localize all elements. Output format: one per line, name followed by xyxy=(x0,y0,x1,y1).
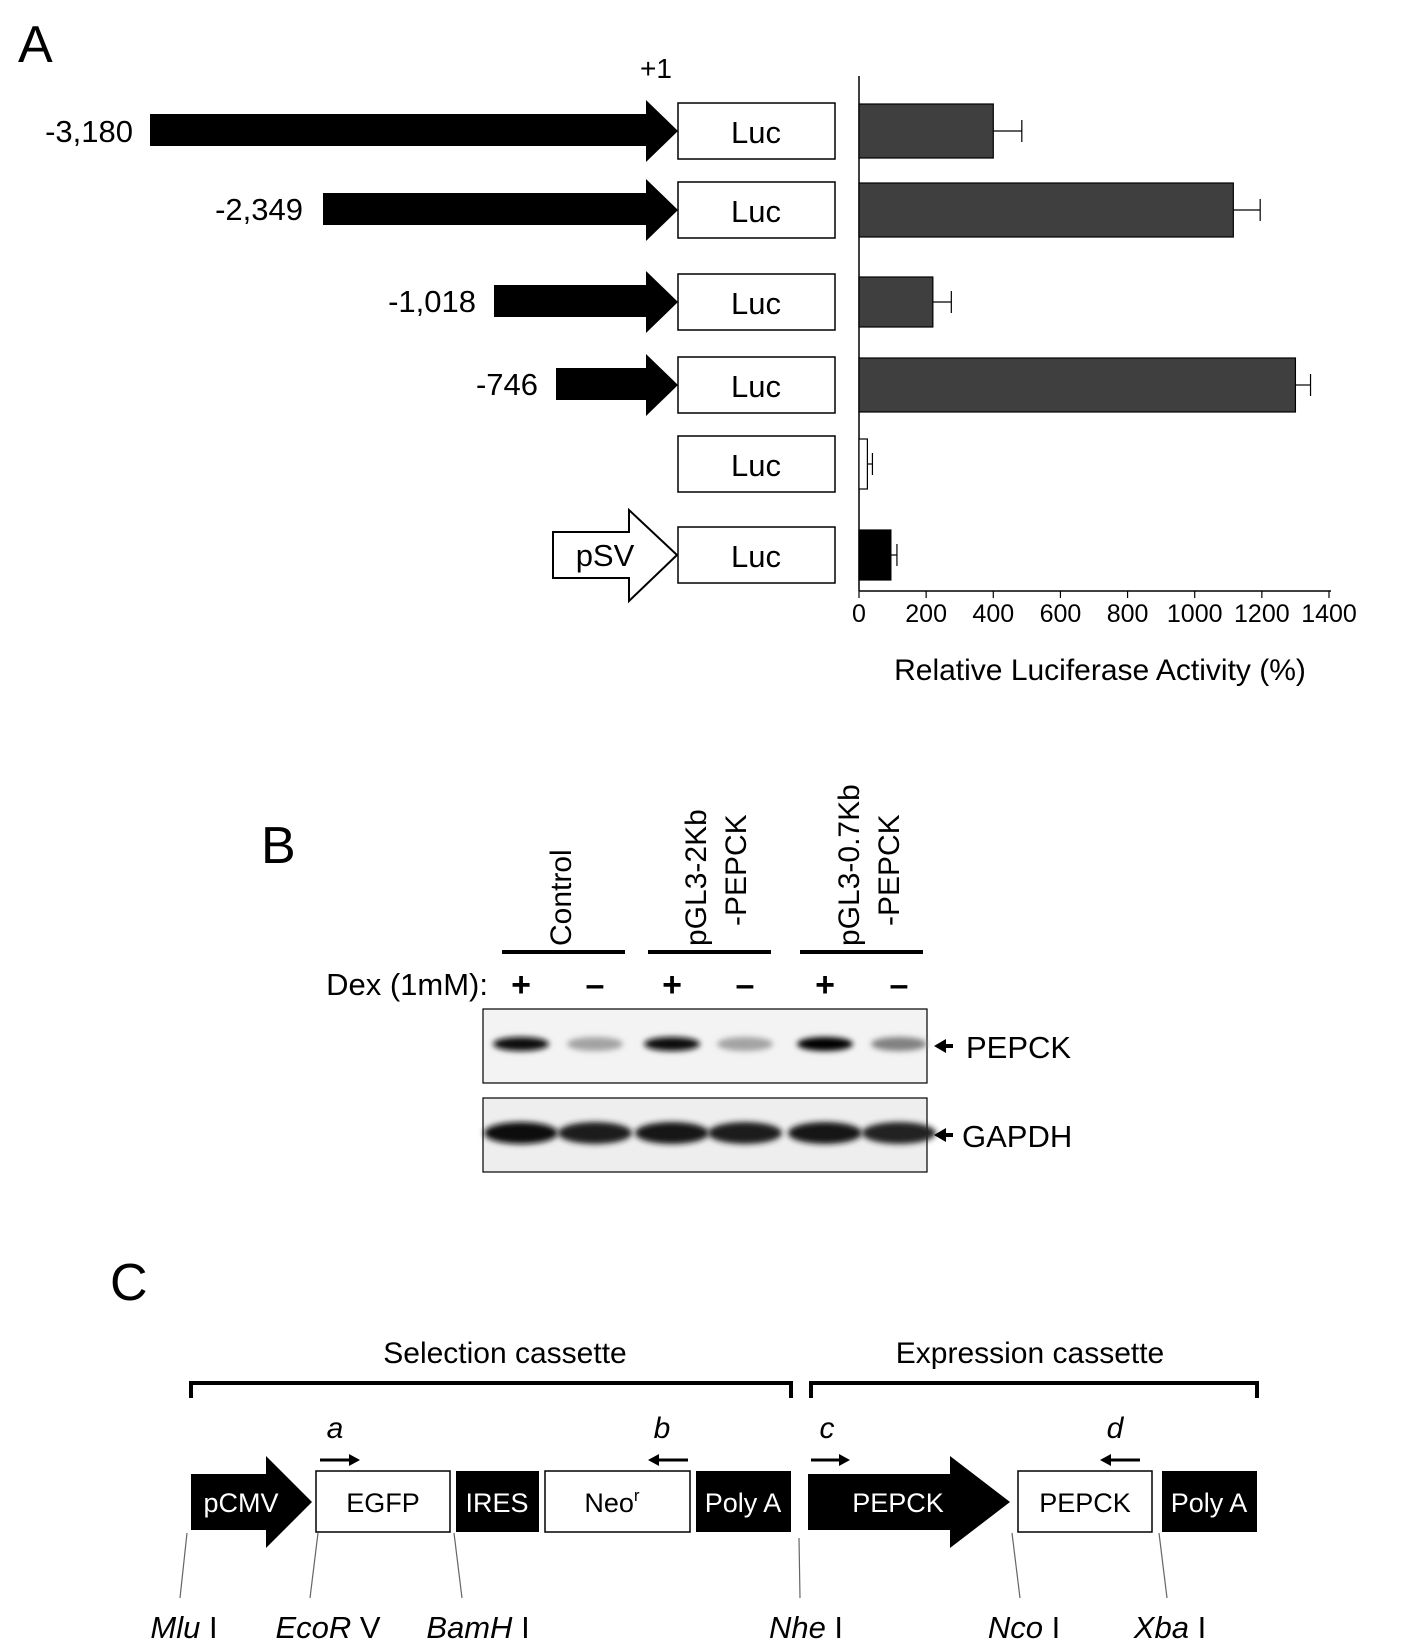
site-xba-i xyxy=(1133,1610,1206,1644)
site-roman: I xyxy=(825,1610,844,1644)
luc-label: Luc xyxy=(731,539,781,574)
site-italic: Nhe xyxy=(768,1610,826,1644)
luciferase-bar xyxy=(859,104,993,158)
luc-label: Luc xyxy=(731,286,781,321)
site-roman: I xyxy=(512,1610,530,1644)
x-tick-label: 1400 xyxy=(1301,600,1357,628)
blot-band xyxy=(644,1037,700,1051)
promoter-arrow xyxy=(556,354,678,416)
luc-label: Luc xyxy=(731,369,781,404)
site-bamh-i xyxy=(426,1610,529,1644)
dex-sign: + xyxy=(662,966,682,1004)
error-bar xyxy=(867,453,872,475)
x-tick-label: 1000 xyxy=(1166,600,1223,628)
construct-row xyxy=(215,179,835,241)
panel-c xyxy=(110,1254,1257,1644)
primer-b-label: b xyxy=(653,1412,671,1445)
group-label-07kb-line2: -PEPCK xyxy=(873,814,906,926)
bars-layer xyxy=(859,104,1311,580)
primer-c-arrow xyxy=(811,1454,850,1466)
luciferase-bar-chart xyxy=(852,76,1357,687)
group-label-07kb: pGL3-0.7Kb xyxy=(833,784,866,946)
expression-cassette-bracket xyxy=(811,1383,1257,1398)
panel-b xyxy=(261,784,1072,1172)
blot-band xyxy=(558,1122,632,1144)
dex-sign: + xyxy=(815,966,835,1004)
luc-label: Luc xyxy=(731,115,781,150)
neo-superscript: r xyxy=(633,1486,640,1505)
neo-label xyxy=(584,1486,640,1518)
site-roman: I xyxy=(200,1610,218,1644)
blot-band xyxy=(635,1122,709,1144)
x-tick-label: 400 xyxy=(972,600,1015,628)
construct-row xyxy=(678,436,835,492)
transcription-start-label: +1 xyxy=(640,53,672,84)
site-italic: Mlu xyxy=(150,1610,201,1644)
x-axis-ticks xyxy=(852,591,1357,628)
site-nco-i xyxy=(988,1610,1060,1644)
blot-band xyxy=(797,1037,853,1051)
promoter-arrow xyxy=(323,179,678,241)
x-tick-label: 0 xyxy=(852,600,866,628)
dex-signs xyxy=(511,966,908,1004)
site-nhe-i xyxy=(769,1610,843,1644)
construct-row xyxy=(45,100,835,162)
neo-label-text: Neo xyxy=(584,1488,634,1518)
promoter-length-label: -3,180 xyxy=(45,114,133,149)
promoter-arrow xyxy=(494,271,678,333)
expression-cassette-label: Expression cassette xyxy=(895,1337,1165,1370)
panel-a-label: A xyxy=(18,16,53,74)
site-roman: I xyxy=(1188,1610,1207,1644)
site-italic: Xba xyxy=(1133,1610,1189,1644)
blot-band xyxy=(484,1122,558,1144)
site-italic: EcoR xyxy=(275,1610,352,1644)
panel-a xyxy=(18,16,1357,687)
primer-d-label: d xyxy=(1106,1412,1124,1445)
site-italic: BamH xyxy=(426,1610,513,1644)
blot-band xyxy=(493,1037,549,1051)
dex-label: Dex (1mM): xyxy=(326,967,488,1002)
primer-c-label: c xyxy=(819,1412,835,1445)
pepck-blot-label: PEPCK xyxy=(966,1030,1072,1065)
pepck-promoter-label: PEPCK xyxy=(852,1488,944,1518)
pepck-blot xyxy=(483,1009,927,1083)
error-bar xyxy=(1295,374,1310,396)
luciferase-bar xyxy=(859,183,1233,237)
x-tick-label: 200 xyxy=(905,600,948,628)
primer-b-arrow xyxy=(648,1454,688,1466)
promoter-length-label: -746 xyxy=(475,367,538,402)
ires-label: IRES xyxy=(465,1488,529,1518)
selection-cassette-bracket xyxy=(191,1383,791,1398)
blot-band xyxy=(788,1122,862,1144)
error-bar xyxy=(993,120,1022,142)
luc-label: Luc xyxy=(731,194,781,229)
dex-sign: – xyxy=(889,966,909,1004)
blot-band xyxy=(567,1037,623,1051)
panel-b-label: B xyxy=(261,817,296,875)
site-roman: V xyxy=(351,1610,381,1644)
x-tick-label: 600 xyxy=(1039,600,1082,628)
group-label-control: Control xyxy=(545,849,578,946)
panel-c-label: C xyxy=(110,1254,148,1312)
selection-cassette-label: Selection cassette xyxy=(383,1337,627,1370)
blot-band xyxy=(717,1037,773,1051)
dex-sign: – xyxy=(585,966,605,1004)
site-ecorv xyxy=(275,1610,380,1644)
x-tick-label: 1200 xyxy=(1234,600,1290,628)
promoter-arrow xyxy=(150,100,678,162)
x-axis-title: Relative Luciferase Activity (%) xyxy=(894,654,1306,687)
luciferase-bar xyxy=(859,277,933,327)
x-tick-label: 800 xyxy=(1106,600,1149,628)
primer-a-label: a xyxy=(326,1412,344,1445)
pepck-gene-label: PEPCK xyxy=(1039,1488,1131,1518)
polya-label-1: Poly A xyxy=(704,1488,782,1518)
promoter-length-label: -2,349 xyxy=(215,192,303,227)
blot-band xyxy=(862,1122,936,1144)
dex-sign: + xyxy=(511,966,531,1004)
group-label-2kb-line2: -PEPCK xyxy=(720,814,753,926)
promoter-length-label: -1,018 xyxy=(388,284,476,319)
site-italic: Nco xyxy=(987,1610,1043,1644)
luciferase-bar xyxy=(859,530,891,580)
pepck-pointer-arrow xyxy=(934,1039,953,1053)
site-mlu-i xyxy=(150,1610,217,1644)
error-bar xyxy=(891,544,897,566)
egfp-label: EGFP xyxy=(346,1488,420,1518)
site-roman: I xyxy=(1042,1610,1061,1644)
construct-row xyxy=(553,510,835,601)
error-bar xyxy=(1233,199,1260,221)
luc-label: Luc xyxy=(731,448,781,483)
polya-label-2: Poly A xyxy=(1170,1488,1248,1518)
dex-sign: – xyxy=(735,966,755,1004)
psv-label: pSV xyxy=(575,538,635,573)
group-label-2kb: pGL3-2Kb xyxy=(680,809,713,946)
blot-band xyxy=(871,1037,927,1051)
construct-row xyxy=(388,271,835,333)
primer-d-arrow xyxy=(1100,1454,1140,1466)
gapdh-pointer-arrow xyxy=(934,1128,953,1142)
luciferase-bar xyxy=(859,439,867,489)
gapdh-blot-label: GAPDH xyxy=(962,1119,1073,1154)
error-bar xyxy=(933,291,951,313)
blot-band xyxy=(708,1122,782,1144)
pcmv-label: pCMV xyxy=(203,1488,279,1518)
primer-a-arrow xyxy=(320,1454,360,1466)
restriction-site-lines xyxy=(180,1533,1167,1598)
luciferase-bar xyxy=(859,358,1295,412)
construct-row xyxy=(476,354,835,416)
